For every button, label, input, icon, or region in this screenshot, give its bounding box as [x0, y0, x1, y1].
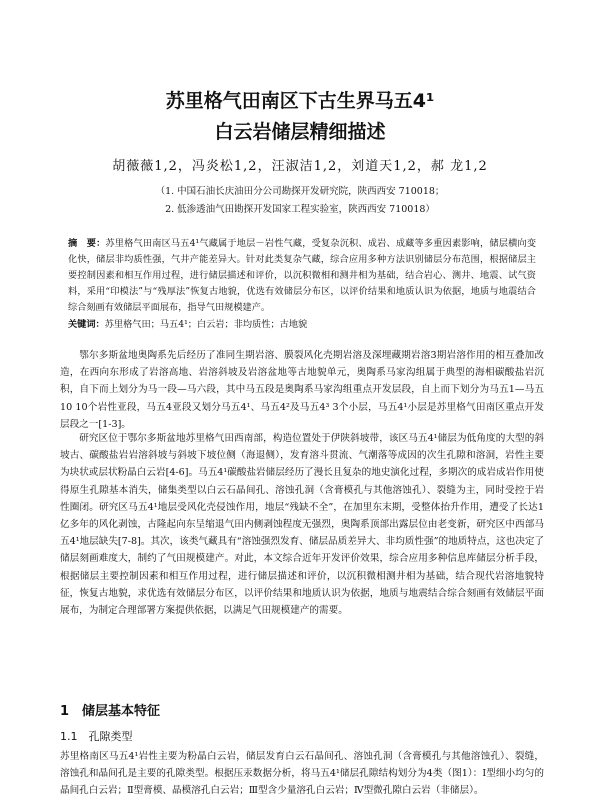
keywords-label: 关键词：: [68, 319, 105, 330]
body-paragraph-1: 鄂尔多斯盆地奥陶系先后经历了准同生期岩溶、膜裂风化壳期岩溶及深埋藏期岩溶3期岩溶作用的相互叠加改造，在西向东形成了岩溶高地、岩溶斜坡及岩溶盆地等古地貌单元，奥陶系马家沟组属于典型的海相碳酸盐岩沉积，自下而上划分为马一段—马六段，其中马五段是奥陶系马家沟组重点开发层段，自上而下划分为马五1—马五10 10个岩性亚段，马五4亚段又划分马五4¹、马五4²及马五4³ 3个小层，马五4¹小层是苏里格气田南区重点开发层段之一[1-3]。: [60, 350, 544, 430]
authors: 胡薇薇1,2，冯炎松1,2，汪淑洁1,2，刘道天1,2，郝 龙1,2: [112, 159, 488, 174]
paper-title-line2: 白云岩储层精细描述: [214, 121, 386, 143]
section-heading-1: 1 储层基本特征: [60, 704, 161, 719]
affiliation-1: （1. 中国石油长庆油田分公司勘探开发研究院，陕西西安 710018；: [155, 186, 445, 197]
abstract-label: 摘 要：: [68, 238, 106, 249]
body-paragraph-3: 苏里格南区马五4¹岩性主要为粉晶白云岩，储层发育白云石晶间孔、溶蚀孔洞（含膏模孔与其他溶蚀孔）、裂缝，溶蚀孔和晶间孔是主要的孔隙类型。根据压汞数据分析，将马五4¹储层孔隙结构划分为4类（图1）：Ⅰ型细小均匀的晶间孔白云岩；Ⅱ型膏模、晶模溶孔白云岩；Ⅲ型含少量溶孔白云岩；Ⅳ型微孔隙白云岩（非储层）。: [60, 751, 544, 797]
keywords-text: 苏里格气田；马五4¹；白云岩；非均质性；古地貌: [104, 319, 308, 330]
paper-title-line1: 苏里格气田南区下古生界马五4¹: [165, 90, 435, 112]
subsection-heading-1-1: 1.1 孔隙类型: [60, 730, 133, 743]
abstract-text: 苏里格气田南区马五4¹气藏属于地层－岩性气藏，受复杂沉积、成岩、成藏等多重因素影响，储层横向变化快，储层非均质性强，气井产能差异大。针对此类复杂气藏，综合应用多种方法识别储层分布范围，根据储层主要控制因素和相互作用过程，进行储层描述和评价，以沉积微相和测井相为基础，结合岩心、测井、地震、试气资料，采用“印模法”与“残厚法”恢复古地貌，优选有效储层分布区，以评价结果和地质认识为依据，地质与地震结合综合刻画有效储层平面展布，指导气田规模建产。: [68, 238, 537, 313]
keywords: [68, 316, 536, 330]
body-paragraph-2: 研究区位于鄂尔多斯盆地苏里格气田西南部，构造位置处于伊陕斜坡带，该区马五4¹储层为低角度的大型的斜坡古、碳酸盐岩岩溶斜坡与斜坡下坡位侧（海退侧），发育溶斗贯流、气潮落等成因的次生孔隙和溶洞，岩性主要为块状或层状粉晶白云岩[4-6]。马五4¹碳酸盐岩储层经历了漫长且复杂的地史演化过程，多期次的成岩成岩作用使得原生孔隙基本消失，储集类型以白云石晶间孔、溶蚀孔洞（含膏模孔与其他溶蚀孔）、裂缝为主，同时受控于岩性圈闭。研究区马五4¹地层受风化壳侵蚀作用，地层“残缺不全”，在加里东末期，受整体抬升作用，遭受了长达1亿多年的风化剥蚀，古隆起向东呈缩退气田内侧剥蚀程度无强烈，奥陶系顶部出露层位由老变新，研究区中西部马五4¹地层缺失[7-8]。其次，该类气藏具有“溶蚀强烈发育、储层品质差异大、非均质性强”的地质特点，这也决定了储层刻画难度大，制约了气田规模建产。对此，本文综合近年开发评价效果，综合应用多种信息库储层分析手段，根据储层主要控制因素和相互作用过程，进行储层描述和评价，以沉积微相测井相为基础，结合现代岩溶地貌特征，恢复古地貌，求优选有效储层分布区，以评价结果和地质认识为依据，地质与地震结合综合刻画有效储层平面展布，为制定合理部署方案提供依据，以满足气田规模建产的需要。: [60, 433, 545, 617]
abstract: [68, 236, 536, 316]
affiliation-2: 2. 低渗透油气田勘探开发国家工程实验室，陕西西安 710018）: [165, 204, 435, 215]
